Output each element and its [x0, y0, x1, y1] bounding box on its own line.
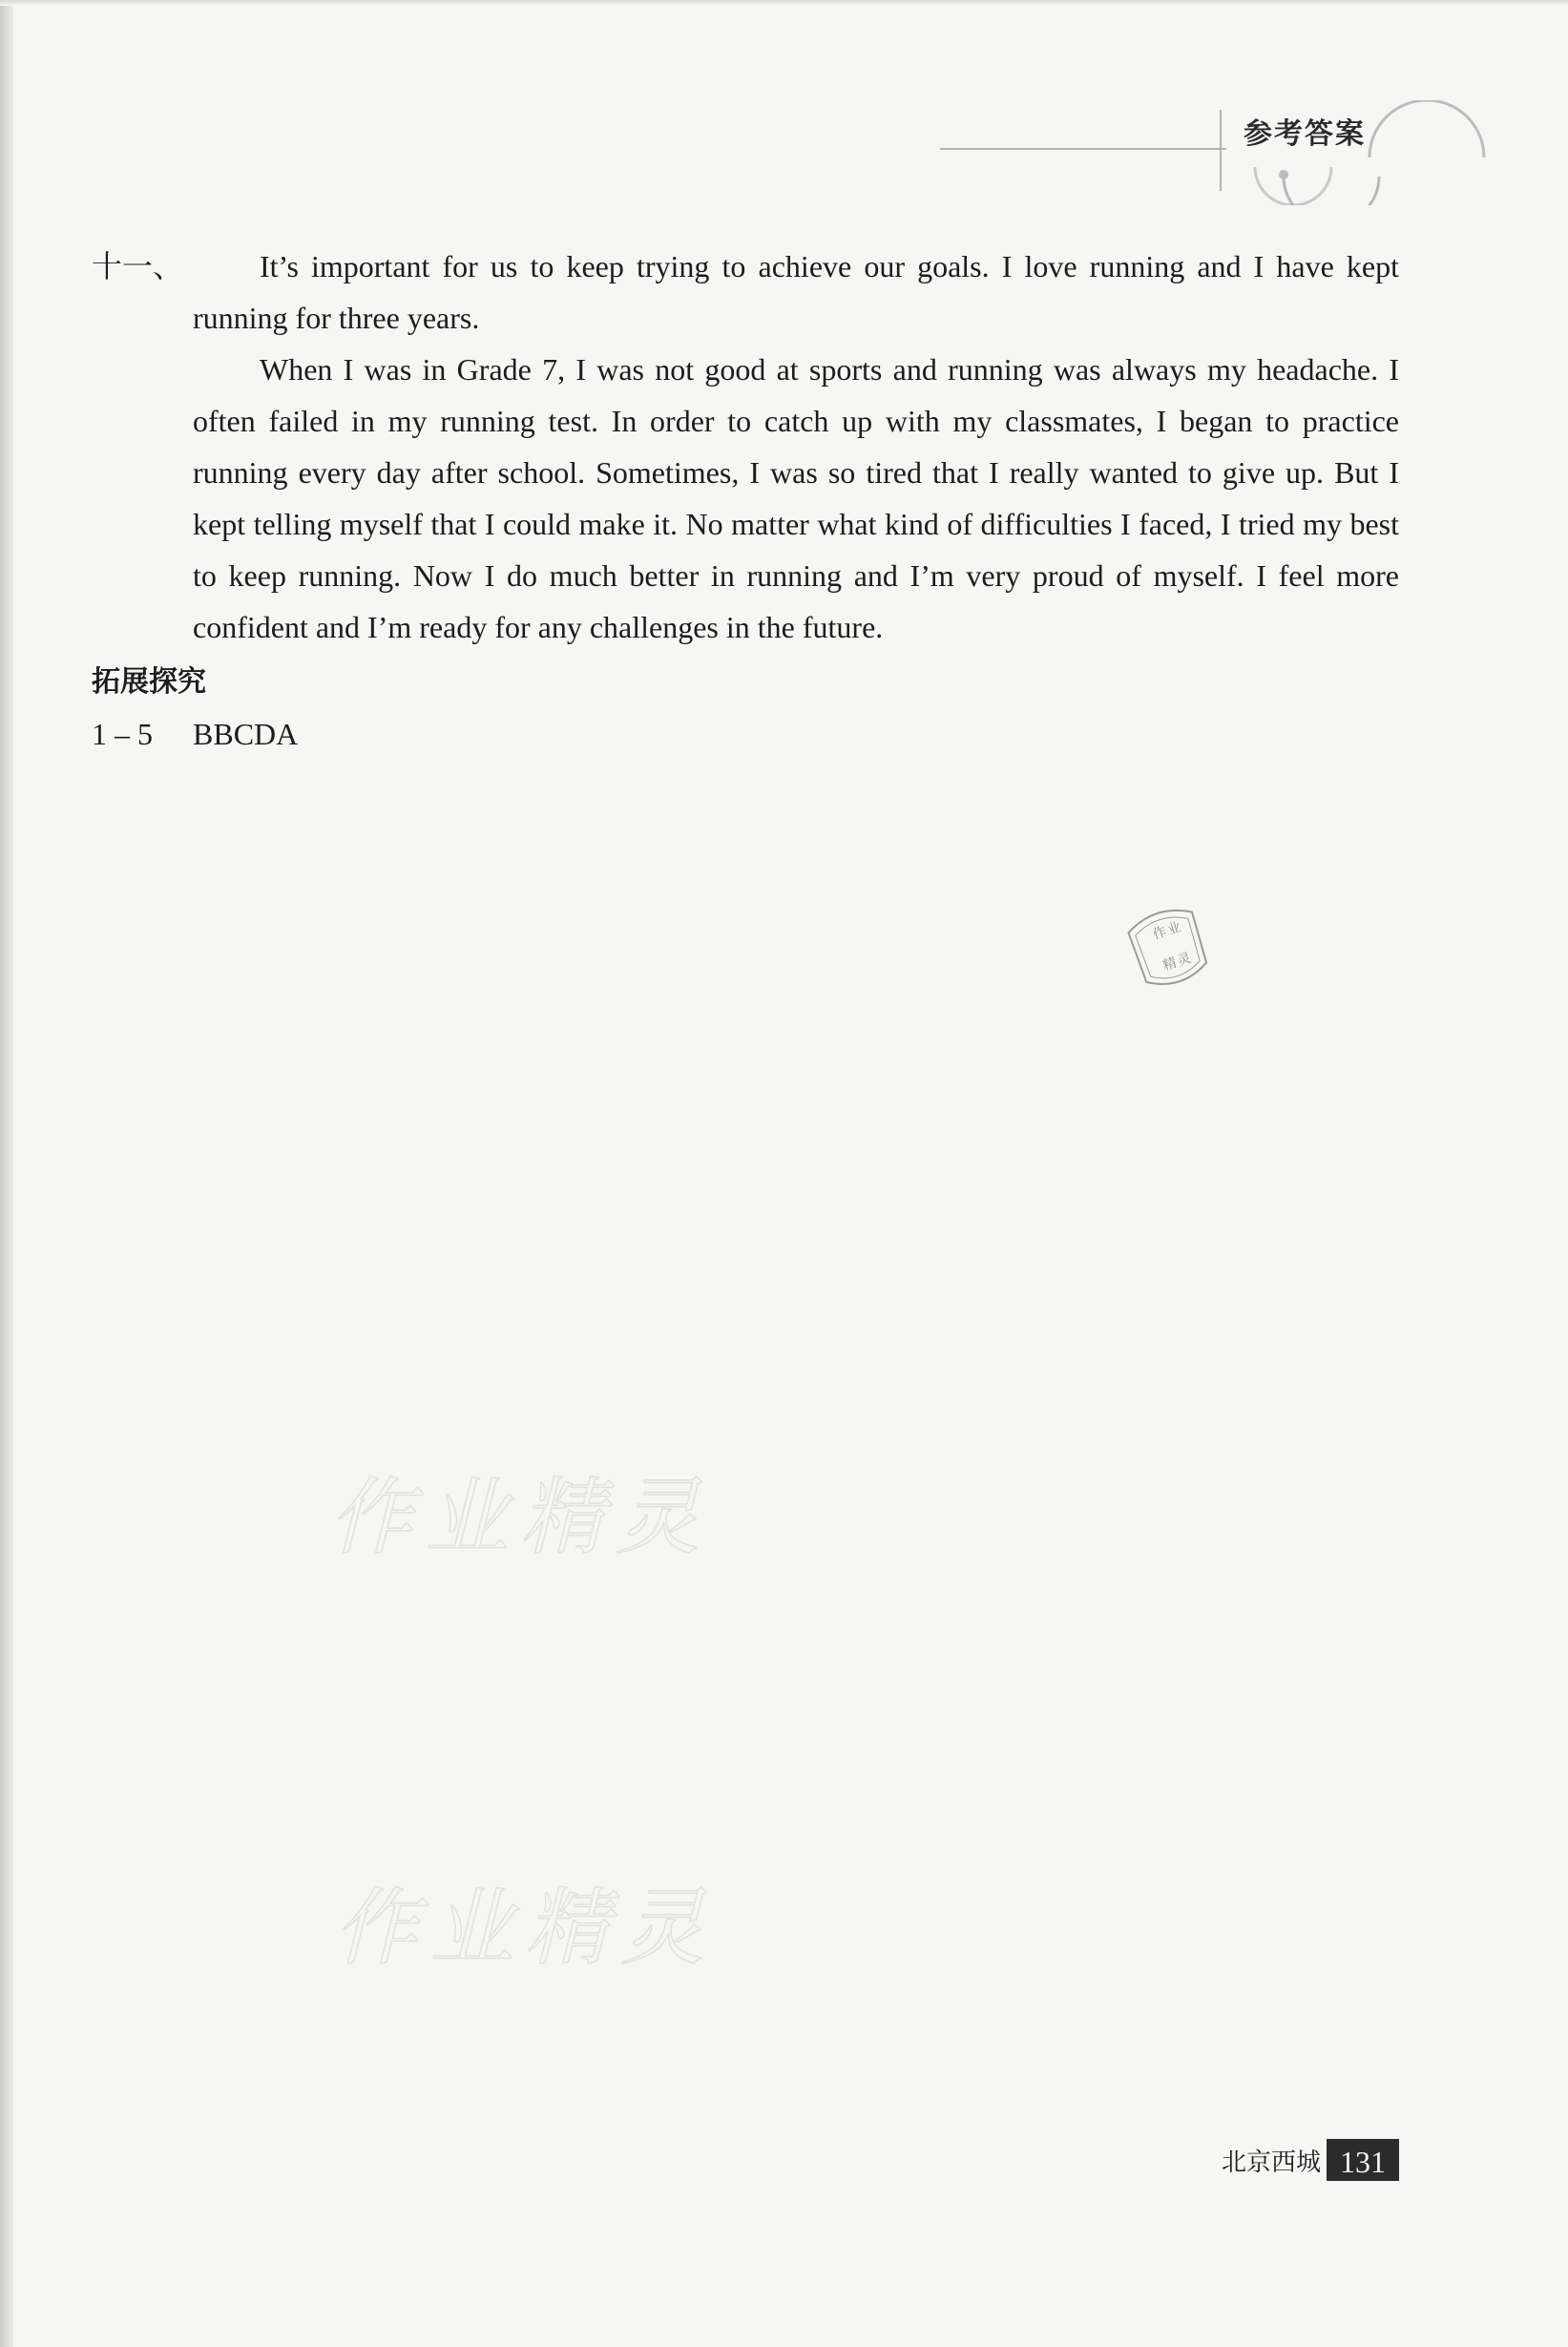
page-binding-edge	[0, 0, 13, 2347]
answer-range: 1 – 5	[92, 717, 153, 751]
footer-region: 北京西城	[1222, 2148, 1322, 2177]
header-divider	[1220, 110, 1222, 191]
svg-text:业: 业	[1165, 919, 1183, 938]
answer-row	[92, 708, 1399, 760]
svg-text:作: 作	[1151, 924, 1169, 943]
page-footer	[1222, 2136, 1399, 2184]
svg-text:灵: 灵	[1175, 950, 1194, 970]
page-number: 131	[1327, 2139, 1399, 2181]
page-top-edge	[0, 0, 1568, 6]
stamp-seal-icon	[1117, 897, 1222, 1002]
essay-paragraph-1: It’s important for us to keep trying to achieve our goals. I love running and I have kept running for three years.	[193, 249, 1399, 335]
essay-paragraph-2: When I was in Grade 7, I was not good at sports and running was always my headache. I often failed in my running test. In order to catch up with my classmates, I began to practice running every day after school. Sometimes, I was so tired that I really wanted to give up. But I kept telling myself that I could make it. No matter what kind of difficulties I faced, I tried my best to keep running. Now I do much better in running and I’m very proud of myself. I feel more confident and I’m ready for any challenges in the future.	[193, 352, 1399, 644]
svg-text:精: 精	[1160, 954, 1179, 974]
answer-letters: BBCDA	[193, 717, 299, 751]
watermark: 作业精灵	[334, 1878, 717, 1977]
section-title-extension: 拓展探究	[92, 665, 206, 699]
answer-content	[92, 241, 1399, 760]
header-rule	[940, 148, 1226, 150]
page-header	[940, 91, 1494, 205]
watermark: 作业精灵	[329, 1468, 712, 1566]
header-title: 参考答案	[1244, 117, 1366, 151]
question-11	[92, 241, 1399, 653]
question-number: 十一、	[92, 248, 184, 284]
